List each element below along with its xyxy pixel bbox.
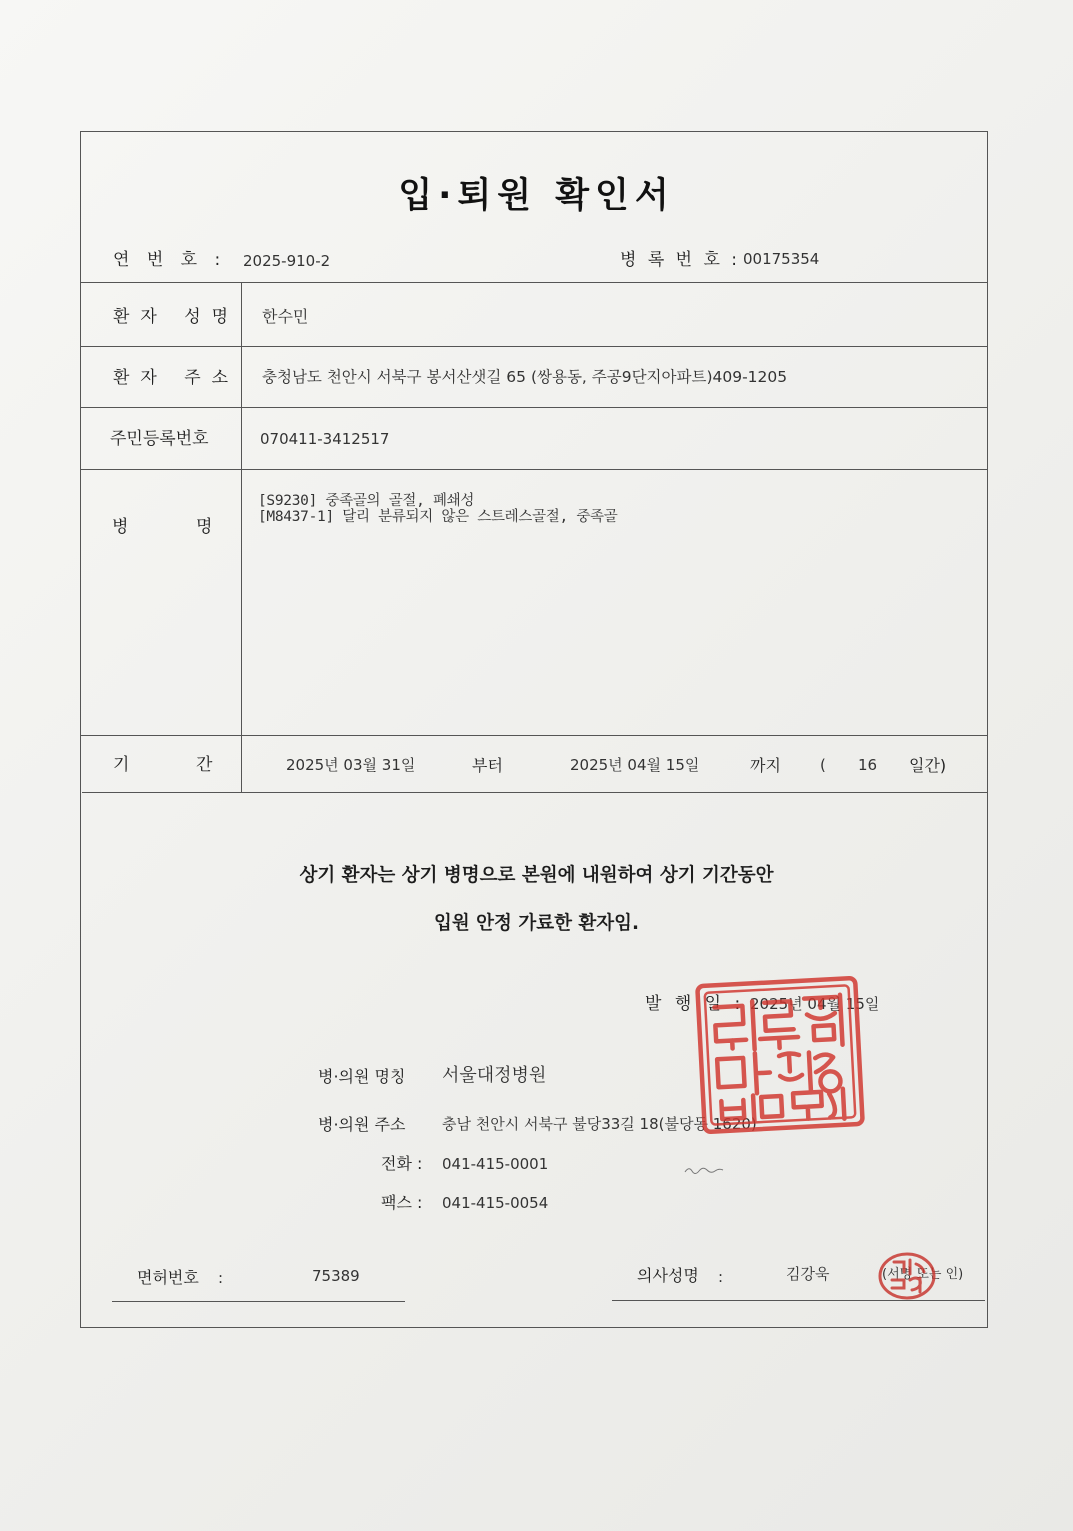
hospital-name-label: 병·의원 명칭 xyxy=(318,1067,406,1086)
statement-line: 입원 안정 가료한 환자임. xyxy=(433,913,640,934)
period-to-suffix: 까지 xyxy=(750,756,781,775)
statement-line: 상기 환자는 상기 병명으로 본원에 내원하여 상기 기간동안 xyxy=(299,865,774,886)
signature-note: (서명 또는 인) xyxy=(882,1267,964,1282)
record-number-value: 00175354 xyxy=(743,250,820,268)
patient-name-label: 환자 성명 xyxy=(113,307,240,327)
period-from-suffix: 부터 xyxy=(472,756,503,775)
license-underline xyxy=(112,1301,405,1302)
period-from-date: 2025년 03월 31일 xyxy=(286,756,416,774)
issue-date-label: 발 행 일 : xyxy=(645,994,745,1014)
document-title: 입·퇴원 확인서 xyxy=(398,176,675,216)
license-number-value: 75389 xyxy=(312,1267,360,1285)
period-days-suffix: 일간) xyxy=(909,756,947,775)
doctor-name-label: 의사성명 xyxy=(637,1266,699,1285)
hospital-address-value: 충남 천안시 서북구 불당33길 18(불당동 1620) xyxy=(442,1115,757,1133)
hospital-fax-label: 팩스 : xyxy=(381,1193,423,1212)
hospital-name-value: 서울대정병원 xyxy=(442,1065,547,1086)
serial-label: 연 번 호 : xyxy=(113,250,227,270)
diagnosis-item: [S9230] 중족골의 골절, 폐쇄성 xyxy=(258,493,475,509)
hospital-seal-stamp xyxy=(691,972,869,1139)
patient-address-value: 충청남도 천안시 서북구 봉서산샛길 65 (쌍용동, 주공9단지아파트)409-1205 xyxy=(262,368,788,386)
diagnosis-label-part2: 명 xyxy=(196,517,213,537)
diagnosis-label-part1: 병 xyxy=(112,517,129,537)
period-label-part1: 기 xyxy=(113,755,130,775)
issue-date-value: 2025년 04월 15일 xyxy=(750,995,880,1013)
table-top-border xyxy=(80,282,988,283)
period-days: 16 xyxy=(858,756,878,774)
patient-address-label: 환자 주소 xyxy=(113,368,240,388)
doctor-seal-stamp xyxy=(876,1250,938,1302)
diagnosis-item: [M8437-1] 달리 분류되지 않은 스트레스골절, 중족골 xyxy=(258,509,618,525)
row-divider xyxy=(80,469,988,470)
license-colon: : xyxy=(218,1269,224,1287)
period-label-part2: 간 xyxy=(196,755,213,775)
doctor-name-value: 김강욱 xyxy=(786,1265,830,1283)
license-number-label: 면허번호 xyxy=(137,1268,199,1287)
handwritten-mark xyxy=(683,1164,725,1176)
row-divider xyxy=(80,407,988,408)
row-divider xyxy=(80,735,988,736)
period-to-date: 2025년 04월 15일 xyxy=(570,756,700,774)
serial-value: 2025-910-2 xyxy=(243,252,331,270)
record-number-label: 병 록 번 호 : xyxy=(620,250,741,270)
column-divider xyxy=(241,282,242,792)
period-paren: ( xyxy=(820,756,826,774)
hospital-phone-value: 041-415-0001 xyxy=(442,1155,549,1173)
hospital-phone-label: 전화 : xyxy=(381,1154,423,1173)
doctor-name-colon: : xyxy=(718,1268,724,1286)
hospital-address-label: 병·의원 주소 xyxy=(318,1115,406,1134)
table-bottom-border xyxy=(82,792,988,793)
hospital-fax-value: 041-415-0054 xyxy=(442,1194,549,1212)
row-divider xyxy=(80,346,988,347)
patient-name-value: 한수민 xyxy=(262,307,309,326)
resident-number-value: 070411-3412517 xyxy=(260,430,390,448)
resident-number-label: 주민등록번호 xyxy=(110,429,209,449)
